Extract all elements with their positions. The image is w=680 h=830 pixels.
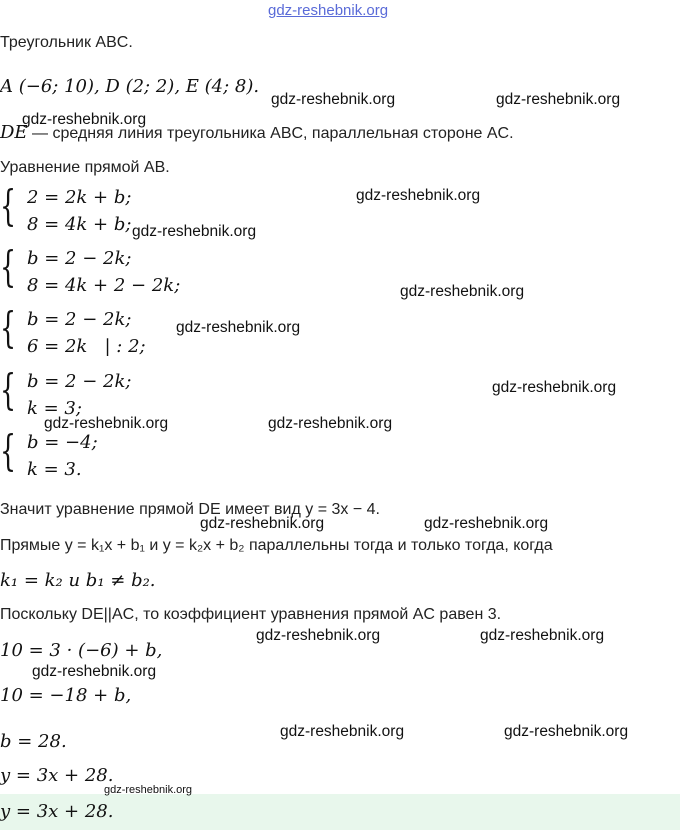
watermark: gdz-reshebnik.org [22, 111, 147, 128]
calc-line-1: 10 = 3 · (−6) + b, [0, 640, 163, 661]
parallel-rule-line: Прямые y = k₁x + b₁ и y = k₂x + b₂ параллельны тогда и только тогда, когда [0, 537, 553, 554]
points-line: A (−6; 10), D (2; 2), E (4; 8). [0, 76, 260, 97]
watermark: gdz-reshebnik.org [504, 723, 629, 740]
watermark: gdz-reshebnik.org [256, 627, 381, 644]
watermark: gdz-reshebnik.org [200, 515, 325, 532]
midline-de: DE [0, 122, 28, 143]
watermark-top[interactable]: gdz-reshebnik.org [268, 2, 389, 19]
brace-icon: { [0, 303, 17, 352]
watermark: gdz-reshebnik.org [400, 283, 525, 300]
calc-line-3: b = 28. [0, 731, 67, 752]
ac-coefficient-line: Поскольку DE||AC, то коэффициент уравнения прямой AC равен 3. [0, 606, 502, 623]
sys4-line-b: k = 3; [27, 398, 82, 419]
sys5-line-a: b = −4; [27, 432, 98, 453]
watermark: gdz-reshebnik.org [271, 91, 396, 108]
brace-icon: { [0, 181, 17, 230]
system-5 [0, 428, 300, 484]
sys3-line-a: b = 2 − 2k; [27, 309, 132, 330]
sys5-line-b: k = 3. [27, 459, 82, 480]
sys3-line-b: 6 = 2k | : 2; [27, 336, 146, 357]
calc-line-2: 10 = −18 + b, [0, 685, 132, 706]
watermark: gdz-reshebnik.org [268, 415, 393, 432]
parallel-condition-line: k₁ = k₂ и b₁ ≠ b₂. [0, 570, 156, 591]
watermark: gdz-reshebnik.org [480, 627, 605, 644]
system-2 [0, 244, 300, 300]
brace-icon: { [0, 242, 17, 291]
watermark: gdz-reshebnik.org [492, 379, 617, 396]
sys2-line-b: 8 = 4k + 2 − 2k; [27, 275, 181, 296]
eq-ab-heading: Уравнение прямой AB. [0, 159, 170, 176]
de-equation-line: Значит уравнение прямой DE имеет вид y = 3x − 4. [0, 501, 380, 518]
answer-box [0, 794, 680, 830]
brace-icon: { [0, 426, 17, 475]
sys1-line-b: 8 = 4k + b; [27, 214, 132, 235]
midline-text: — средняя линия треугольника ABC, параллельная стороне AC. [32, 125, 514, 142]
sys4-line-a: b = 2 − 2k; [27, 371, 132, 392]
watermark: gdz-reshebnik.org [44, 415, 169, 432]
answer-text: y = 3x + 28. [0, 801, 114, 822]
watermark: gdz-reshebnik.org [32, 663, 157, 680]
watermark: gdz-reshebnik.org [356, 187, 481, 204]
watermark: gdz-reshebnik.org [496, 91, 621, 108]
watermark: gdz-reshebnik.org [280, 723, 405, 740]
calc-line-4: y = 3x + 28. [0, 765, 114, 786]
watermark: gdz-reshebnik.org [176, 319, 301, 336]
sys2-line-a: b = 2 − 2k; [27, 248, 132, 269]
triangle-line: Треугольник ABC. [0, 34, 133, 51]
watermark: gdz-reshebnik.org [132, 223, 257, 240]
watermark: gdz-reshebnik.org [104, 784, 193, 796]
watermark: gdz-reshebnik.org [424, 515, 549, 532]
brace-icon: { [0, 365, 17, 414]
sys1-line-a: 2 = 2k + b; [27, 187, 132, 208]
